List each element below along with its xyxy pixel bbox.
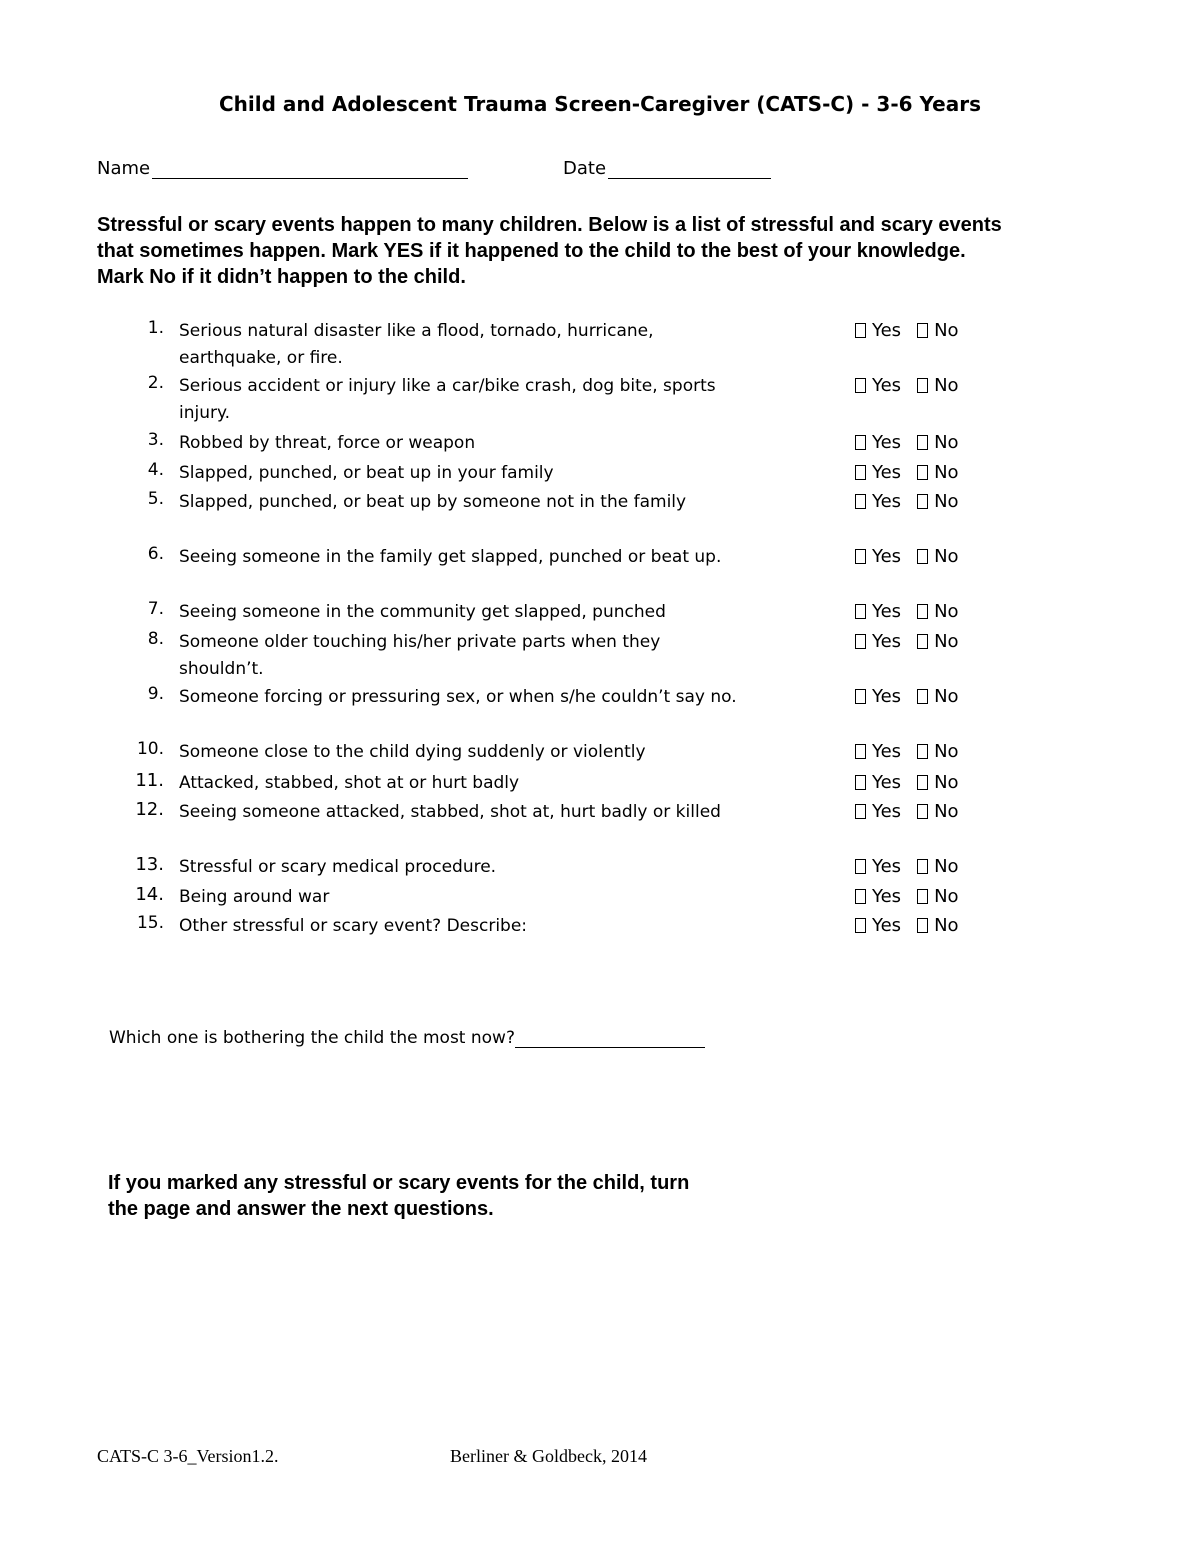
yes-no-options [855, 856, 959, 877]
no-label: No [934, 546, 959, 567]
checkbox-icon[interactable] [917, 549, 928, 564]
item-text: Being around war [179, 887, 330, 907]
checkbox-icon[interactable] [855, 744, 866, 759]
no-checkbox[interactable] [917, 631, 958, 652]
name-field[interactable] [97, 158, 468, 179]
name-blank[interactable] [152, 158, 468, 179]
item-number: 11. [135, 770, 164, 791]
note-line: the page and answer the next questions. [108, 1198, 494, 1220]
yes-no-options [855, 886, 959, 907]
yes-checkbox[interactable] [855, 320, 901, 341]
item-text: Serious natural disaster like a flood, tornado, hurricane, earthquake, or fire. [179, 321, 654, 368]
yes-no-options [855, 601, 959, 622]
checkbox-icon[interactable] [855, 804, 866, 819]
note-line: If you marked any stressful or scary events for the child, turn [108, 1172, 690, 1194]
yes-checkbox[interactable] [855, 886, 901, 907]
no-label: No [934, 432, 959, 453]
item-number: 4. [147, 460, 164, 480]
yes-label: Yes [872, 601, 902, 622]
yes-label: Yes [872, 772, 902, 793]
no-checkbox[interactable] [917, 546, 958, 567]
name-label: Name [97, 158, 151, 179]
item-text: Slapped, punched, or beat up by someone not in the family [179, 492, 687, 512]
yes-no-options [855, 546, 959, 567]
no-checkbox[interactable] [917, 856, 958, 877]
yes-label: Yes [872, 856, 902, 877]
yes-checkbox[interactable] [855, 432, 901, 453]
yes-checkbox[interactable] [855, 686, 901, 707]
no-label: No [934, 462, 959, 483]
no-label: No [934, 856, 959, 877]
date-blank[interactable] [608, 158, 771, 179]
checkbox-icon[interactable] [917, 494, 928, 509]
no-checkbox[interactable] [917, 462, 958, 483]
yes-checkbox[interactable] [855, 741, 901, 762]
item-text: Seeing someone in the family get slapped, punched or beat up. [179, 547, 722, 567]
checkbox-icon[interactable] [855, 378, 866, 393]
checkbox-icon[interactable] [917, 435, 928, 450]
no-checkbox[interactable] [917, 320, 958, 341]
no-checkbox[interactable] [917, 886, 958, 907]
yes-no-options [855, 462, 959, 483]
no-label: No [934, 320, 959, 341]
question-blank[interactable] [515, 1029, 705, 1048]
checkbox-icon[interactable] [855, 889, 866, 904]
checkbox-icon[interactable] [917, 604, 928, 619]
yes-label: Yes [872, 375, 902, 396]
no-checkbox[interactable] [917, 375, 958, 396]
item-text: Attacked, stabbed, shot at or hurt badly [179, 773, 520, 793]
no-label: No [934, 686, 959, 707]
item-number: 8. [147, 629, 164, 649]
footer-authors: Berliner & Goldbeck, 2014 [450, 1446, 647, 1466]
item-text: Stressful or scary medical procedure. [179, 857, 497, 877]
checkbox-icon[interactable] [855, 323, 866, 338]
instructions-line: that sometimes happen. Mark YES if it happened to the child to the best of your knowledge. [97, 240, 966, 262]
checkbox-icon[interactable] [917, 744, 928, 759]
yes-label: Yes [872, 686, 902, 707]
no-checkbox[interactable] [917, 915, 958, 936]
no-label: No [934, 631, 959, 652]
checkbox-icon[interactable] [855, 435, 866, 450]
no-label: No [934, 741, 959, 762]
checkbox-icon[interactable] [917, 859, 928, 874]
no-label: No [934, 886, 959, 907]
form-title: Child and Adolescent Trauma Screen-Caregiver (CATS-C) - 3-6 Years [218, 92, 981, 116]
yes-no-options [855, 320, 959, 341]
item-text: Someone older touching his/her private parts when they shouldn’t. [179, 632, 661, 679]
item-text: Someone forcing or pressuring sex, or when s/he couldn’t say no. [179, 687, 737, 707]
yes-no-options [855, 686, 959, 707]
checkbox-icon[interactable] [917, 689, 928, 704]
yes-label: Yes [872, 886, 902, 907]
checkbox-icon[interactable] [855, 634, 866, 649]
yes-label: Yes [872, 915, 902, 936]
yes-label: Yes [872, 801, 902, 822]
checkbox-icon[interactable] [917, 323, 928, 338]
yes-label: Yes [872, 491, 902, 512]
checkbox-icon[interactable] [917, 804, 928, 819]
yes-no-options [855, 801, 959, 822]
checkbox-icon[interactable] [917, 465, 928, 480]
yes-label: Yes [872, 546, 902, 567]
item-text: Seeing someone in the community get slapped, punched [179, 602, 666, 622]
no-checkbox[interactable] [917, 686, 958, 707]
checkbox-icon[interactable] [855, 859, 866, 874]
checkbox-icon[interactable] [917, 378, 928, 393]
instructions [97, 212, 1137, 290]
most-bothering-question[interactable] [109, 1028, 705, 1048]
instructions-line: Stressful or scary events happen to many children. Below is a list of stressful and scary events [97, 214, 1002, 236]
yes-label: Yes [872, 631, 902, 652]
item-text: Seeing someone attacked, stabbed, shot at, hurt badly or killed [179, 802, 721, 822]
item-number: 1. [147, 318, 164, 338]
checkbox-icon[interactable] [855, 918, 866, 933]
item-number: 15. [136, 913, 164, 933]
yes-checkbox[interactable] [855, 491, 901, 512]
no-checkbox[interactable] [917, 772, 958, 793]
yes-checkbox[interactable] [855, 801, 901, 822]
date-field[interactable] [563, 158, 771, 179]
item-number: 12. [135, 799, 164, 820]
item-number: 3. [147, 430, 164, 450]
no-checkbox[interactable] [917, 801, 958, 822]
yes-no-options [855, 772, 959, 793]
checkbox-icon[interactable] [855, 775, 866, 790]
yes-label: Yes [872, 432, 902, 453]
no-label: No [934, 772, 959, 793]
no-label: No [934, 491, 959, 512]
footer-version: CATS-C 3-6_Version1.2. [97, 1446, 279, 1466]
yes-no-options [855, 631, 959, 652]
yes-label: Yes [872, 320, 902, 341]
item-text: Slapped, punched, or beat up in your family [179, 463, 554, 483]
no-label: No [934, 375, 959, 396]
yes-no-options [855, 375, 959, 396]
checkbox-icon[interactable] [855, 689, 866, 704]
item-text: Serious accident or injury like a car/bike crash, dog bite, sports injury. [179, 376, 716, 423]
item-number: 13. [135, 854, 164, 875]
no-checkbox[interactable] [917, 741, 958, 762]
question-label: Which one is bothering the child the most now? [109, 1028, 515, 1048]
yes-no-options [855, 915, 959, 936]
item-text: Someone close to the child dying suddenly or violently [179, 742, 646, 762]
item-number: 10. [136, 739, 164, 759]
checkbox-icon[interactable] [855, 465, 866, 480]
checkbox-icon[interactable] [917, 918, 928, 933]
item-text: Other stressful or scary event? Describe: [179, 916, 528, 936]
yes-no-options [855, 741, 959, 762]
checkbox-icon[interactable] [855, 494, 866, 509]
item-number: 5. [147, 489, 164, 509]
item-number: 9. [147, 684, 164, 704]
yes-checkbox[interactable] [855, 915, 901, 936]
instructions-line: Mark No if it didn’t happen to the child. [97, 266, 466, 288]
item-number: 6. [147, 544, 164, 564]
yes-checkbox[interactable] [855, 772, 901, 793]
no-label: No [934, 801, 959, 822]
no-checkbox[interactable] [917, 491, 958, 512]
yes-checkbox[interactable] [855, 375, 901, 396]
item-number: 7. [147, 599, 164, 619]
no-label: No [934, 915, 959, 936]
yes-label: Yes [872, 462, 902, 483]
turn-page-note [108, 1170, 828, 1222]
item-number: 14. [135, 884, 164, 905]
no-checkbox[interactable] [917, 432, 958, 453]
no-label: No [934, 601, 959, 622]
checkbox-icon[interactable] [855, 549, 866, 564]
yes-no-options [855, 432, 959, 453]
checkbox-icon[interactable] [855, 604, 866, 619]
yes-no-options [855, 491, 959, 512]
checkbox-icon[interactable] [917, 889, 928, 904]
yes-checkbox[interactable] [855, 462, 901, 483]
item-text: Robbed by threat, force or weapon [179, 433, 476, 453]
yes-checkbox[interactable] [855, 546, 901, 567]
no-checkbox[interactable] [917, 601, 958, 622]
yes-label: Yes [872, 741, 902, 762]
checkbox-icon[interactable] [917, 775, 928, 790]
yes-checkbox[interactable] [855, 856, 901, 877]
date-label: Date [563, 158, 607, 179]
checkbox-icon[interactable] [917, 634, 928, 649]
yes-checkbox[interactable] [855, 601, 901, 622]
item-number: 2. [147, 373, 164, 393]
yes-checkbox[interactable] [855, 631, 901, 652]
